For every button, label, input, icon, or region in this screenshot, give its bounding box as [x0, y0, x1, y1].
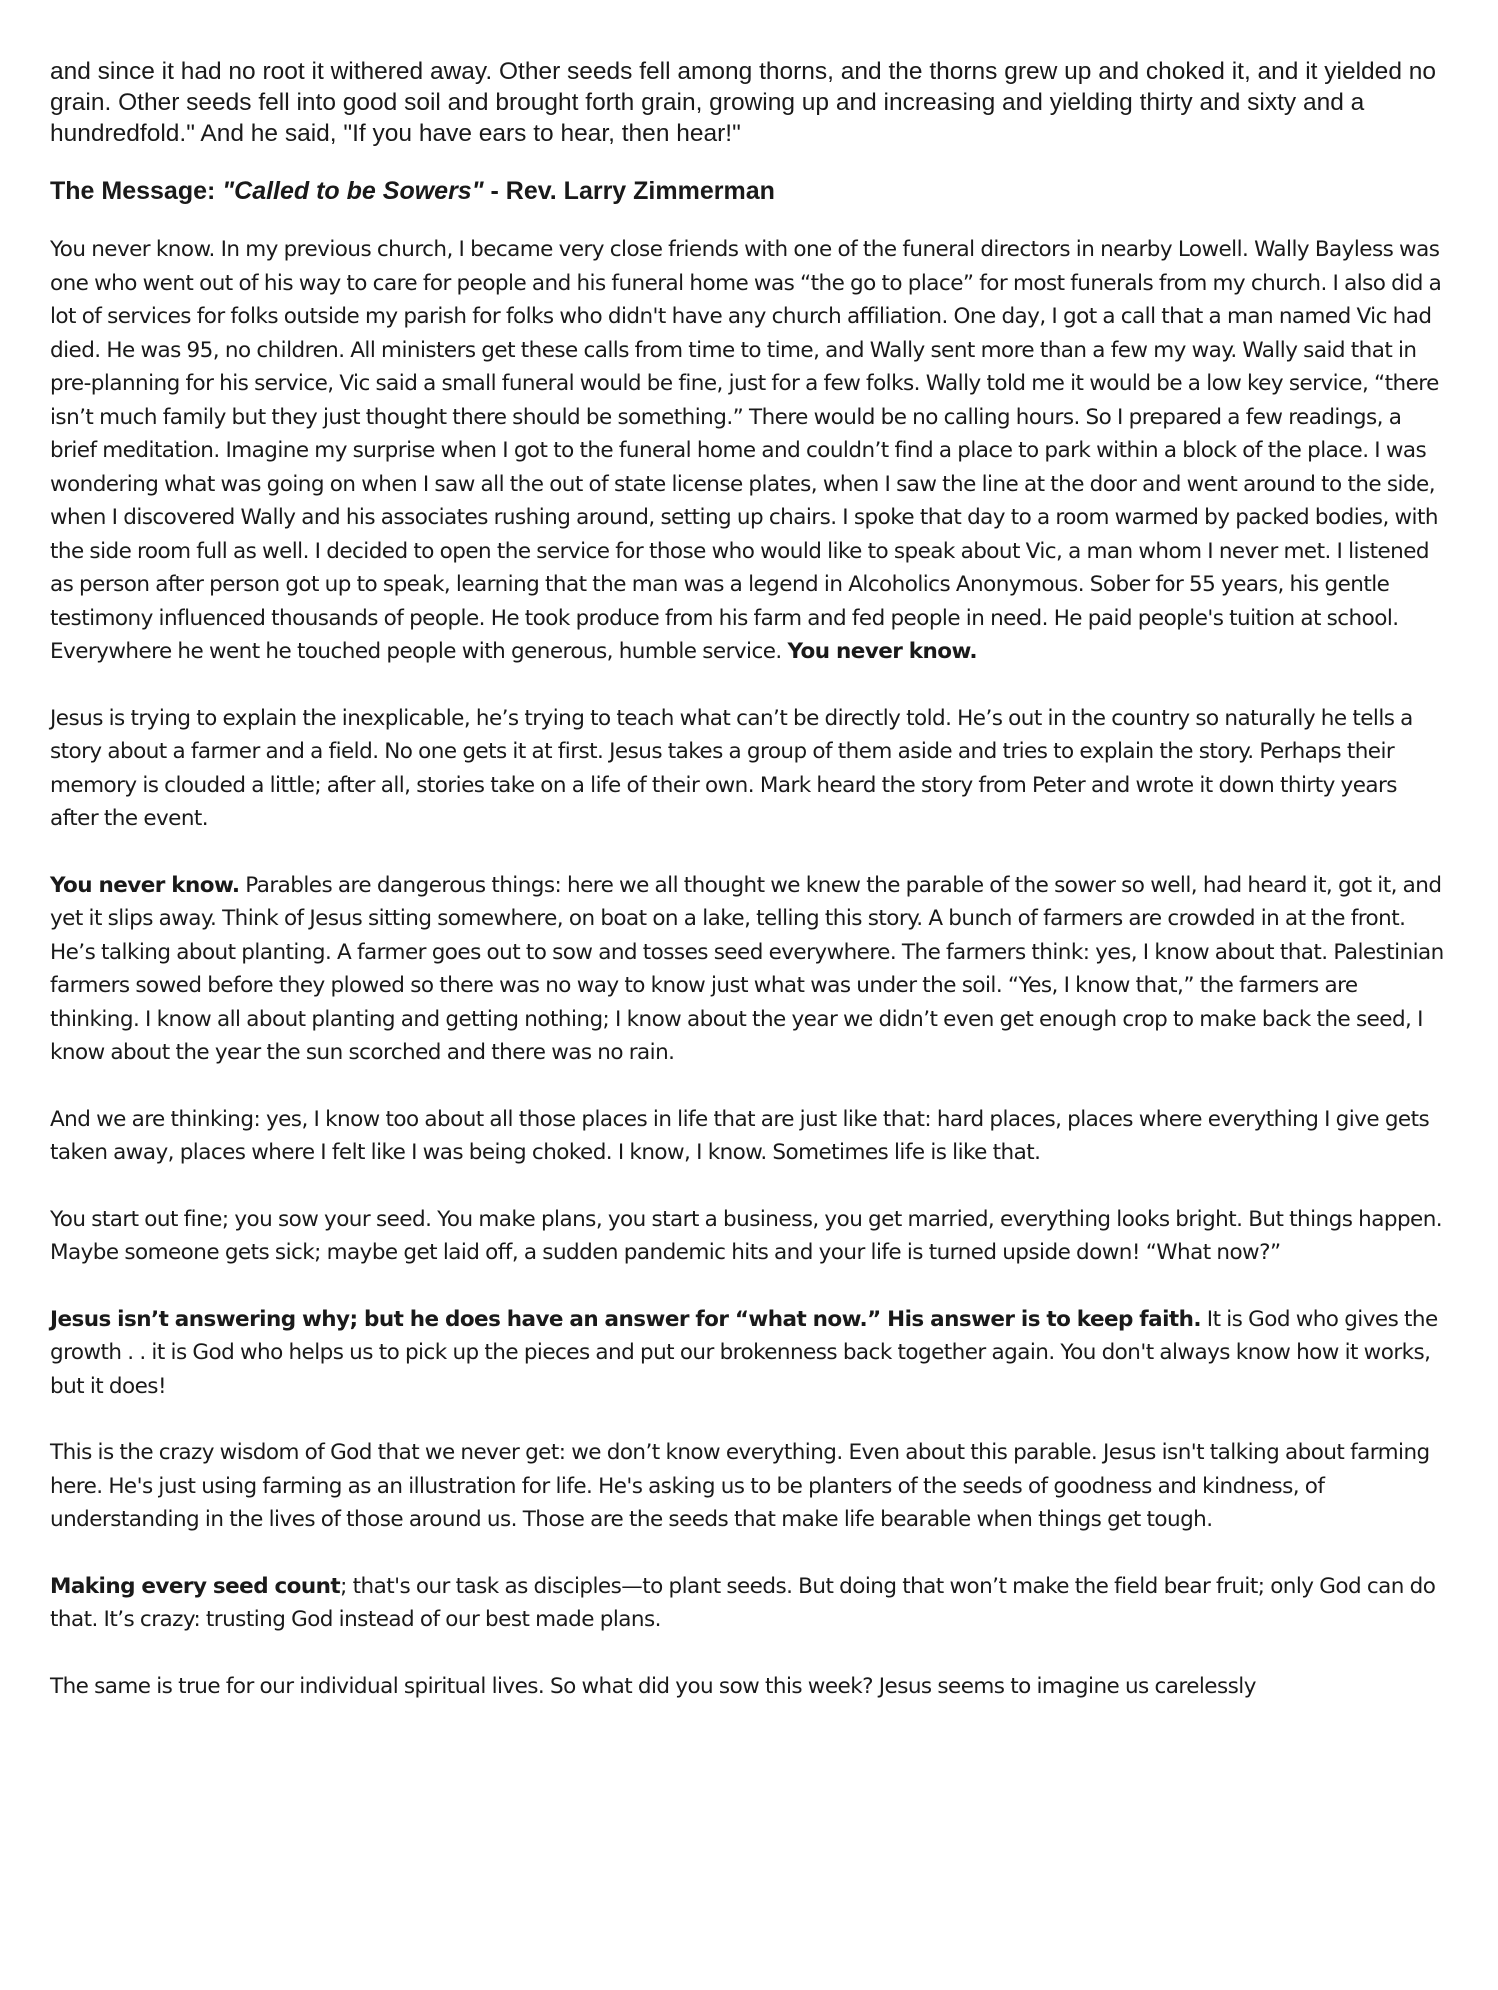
heading-prefix: The Message:	[50, 177, 223, 205]
paragraph-8-text: ; that's our task as disciples—to plant seeds. But doing that won’t make the field bear fruit; only God can do that. It’s crazy: trusting God instead of our best made plans.	[50, 1573, 1436, 1632]
scripture-passage: and since it had no root it withered away. Other seeds fell among thorns, and the thorns grew up and choked it, and it yielded no grain. Other seeds fell into good soil and brought forth grain, growing up and increasing and yielding thirty and sixty and a hundredfold." And he said, "If you have ears to hear, then hear!"	[50, 58, 1436, 147]
paragraph-2: Jesus is trying to explain the inexplicable, he’s trying to teach what can’t be directly told. He’s out in the country so naturally he tells a story about a farmer and a field. No one gets it at first. Jesus takes a group of them aside and tries to explain the story. Perhaps their memory is clouded a little; after all, stories take on a life of their own. Mark heard the story from Peter and wrote it down thirty years after the event.	[50, 705, 1413, 831]
paragraph-8-emphasis: Making every seed count	[50, 1573, 341, 1599]
document-page	[50, 56, 1448, 1703]
heading-author: - Rev. Larry Zimmerman	[483, 177, 775, 205]
paragraph-7: This is the crazy wisdom of God that we never get: we don’t know everything. Even about this parable. Jesus isn't talking about farming here. He's just using farming as an illustration for life. He's asking us to be planters of the seeds of goodness and kindness, of understanding in the lives of those around us. Those are the seeds that make life bearable when things get tough.	[50, 1440, 1430, 1532]
paragraph-6-text: It is God who gives the growth . . it is God who helps us to pick up the pieces and put our brokenness back together again. You don't always know how it works, but it does!	[50, 1306, 1438, 1399]
paragraph-6-emphasis: Jesus isn’t answering why; but he does have an answer for “what now.” His answer is to keep faith.	[50, 1306, 1201, 1332]
paragraph-5: You start out fine; you sow your seed. You make plans, you start a business, you get married, everything looks bright. But things happen. Maybe someone gets sick; maybe get laid off, a sudden pandemic hits and your life is turned upside down! “What now?”	[50, 1206, 1443, 1265]
paragraph-6	[50, 1303, 1448, 1404]
paragraph-3	[50, 869, 1448, 1070]
paragraph-9: The same is true for our individual spiritual lives. So what did you sow this week? Jesus seems to imagine us carelessly	[50, 1673, 1256, 1699]
paragraph-3-emphasis: You never know.	[50, 872, 240, 898]
paragraph-3-text: Parables are dangerous things: here we all thought we knew the parable of the sower so well, had heard it, got it, and yet it slips away. Think of Jesus sitting somewhere, on boat on a lake, telling this story. A bunch of farmers are crowded in at the front. He’s talking about planting. A farmer goes out to sow and tosses seed everywhere. The farmers think: yes, I know about that. Palestinian farmers sowed before they plowed so there was no way to know just what was under the soil. “Yes, I know that,” the farmers are thinking. I know all about planting and getting nothing; I know about the year we didn’t even get enough crop to make back the seed, I know about the year the sun scorched and there was no rain.	[50, 872, 1444, 1065]
message-heading	[50, 175, 1448, 207]
paragraph-8	[50, 1570, 1448, 1637]
sermon-title: "Called to be Sowers"	[222, 177, 484, 205]
paragraph-1	[50, 233, 1448, 669]
paragraph-1-emphasis: You never know.	[787, 639, 977, 664]
paragraph-4: And we are thinking: yes, I know too about all those places in life that are just like that: hard places, places where everything I give gets taken away, places where I felt like I was being choked. I know, I know. Sometimes life is like that.	[50, 1106, 1430, 1165]
paragraph-1-text: You never know. In my previous church, I became very close friends with one of the funeral directors in nearby Lowell. Wally Bayless was one who went out of his way to care for people and his funeral home was “the go to place” for most funerals from my church. I also did a lot of services for folks outside my parish for folks who didn't have any church affiliation. One day, I got a call that a man named Vic had died. He was 95, no children. All ministers get these calls from time to time, and Wally sent more than a few my way. Wally said that in pre-planning for his service, Vic said a small funeral would be fine, just for a few folks. Wally told me it would be a low key service, “there isn’t much family but they just thought there should be something.” There would be no calling hours. So I prepared a few readings, a brief meditation. Imagine my surprise when I got to the funeral home and couldn’t find a place to park within a block of the place. I was wondering what was going on when I saw all the out of state license plates, when I saw the line at the door and went around to the side, when I discovered Wally and his associates rushing around, setting up chairs. I spoke that day to a room warmed by packed bodies, with the side room full as well. I decided to open the service for those who would like to speak about Vic, a man whom I never met. I listened as person after person got up to speak, learning that the man was a legend in Alcoholics Anonymous. Sober for 55 years, his gentle testimony influenced thousands of people. He took produce from his farm and fed people in need. He paid people's tuition at school. Everywhere he went he touched people with generous, humble service.	[50, 237, 1442, 664]
